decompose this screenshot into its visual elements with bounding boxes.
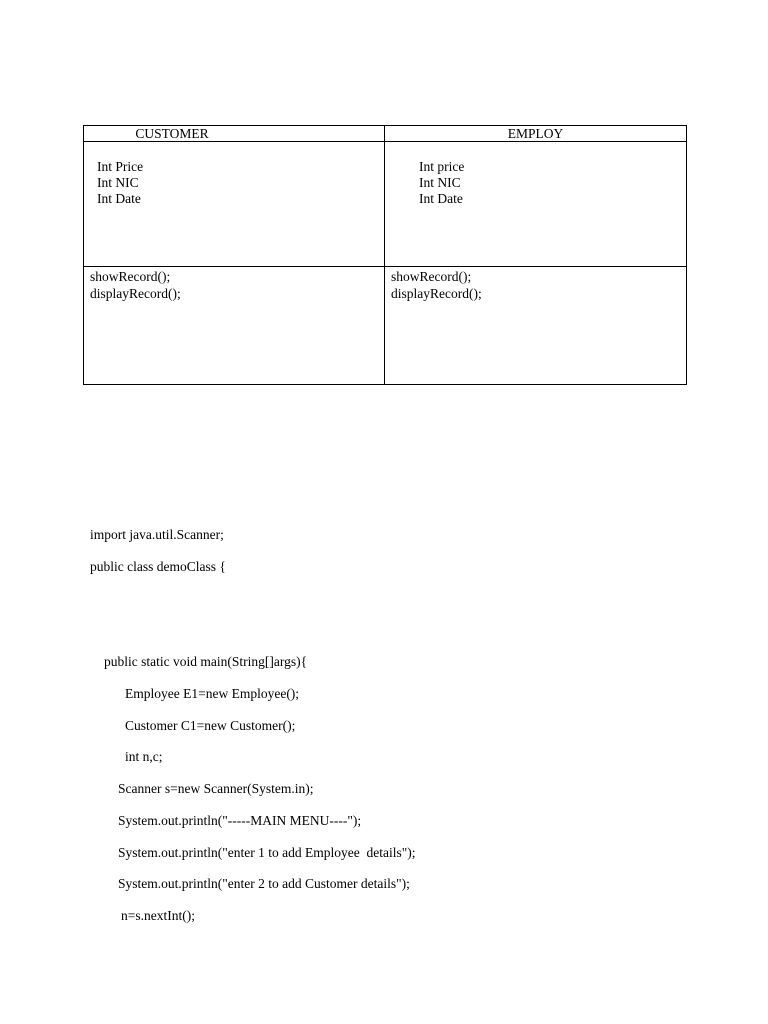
class-diagram-table	[83, 125, 687, 385]
code-line: int n,c;	[125, 749, 163, 764]
table-header-row	[84, 126, 687, 142]
code-line: System.out.println("enter 2 to add Customer details");	[118, 876, 410, 891]
code-line: n=s.nextInt();	[121, 908, 195, 923]
code-line: import java.util.Scanner;	[90, 527, 224, 542]
code-line: public class demoClass {	[90, 559, 226, 574]
customer-method: displayRecord();	[90, 286, 181, 301]
table-methods-row	[84, 267, 687, 385]
table-attributes-row	[84, 142, 687, 267]
customer-class-title: CUSTOMER	[84, 126, 385, 142]
code-line: public static void main(String[]args){	[104, 654, 308, 669]
employ-attribute: Int Date	[419, 191, 463, 206]
customer-attribute: Int Date	[97, 191, 141, 206]
customer-attributes	[84, 142, 385, 267]
employ-attribute: Int NIC	[419, 175, 461, 190]
code-line: Scanner s=new Scanner(System.in);	[118, 781, 314, 796]
customer-method: showRecord();	[90, 269, 171, 284]
code-line: Customer C1=new Customer();	[125, 718, 296, 733]
employ-method: showRecord();	[391, 269, 472, 284]
employ-class-title: EMPLOY	[385, 126, 687, 142]
code-line: System.out.println("-----MAIN MENU----");	[118, 813, 362, 828]
customer-attribute: Int Price	[97, 159, 144, 174]
employ-method: displayRecord();	[391, 286, 482, 301]
employ-attributes	[385, 142, 687, 267]
code-line: Employee E1=new Employee();	[125, 686, 300, 701]
employ-attribute: Int price	[419, 159, 465, 174]
code-line: System.out.println("enter 1 to add Employee details");	[118, 845, 416, 860]
customer-attribute: Int NIC	[97, 175, 139, 190]
customer-methods	[84, 267, 385, 385]
employ-methods	[385, 267, 687, 385]
